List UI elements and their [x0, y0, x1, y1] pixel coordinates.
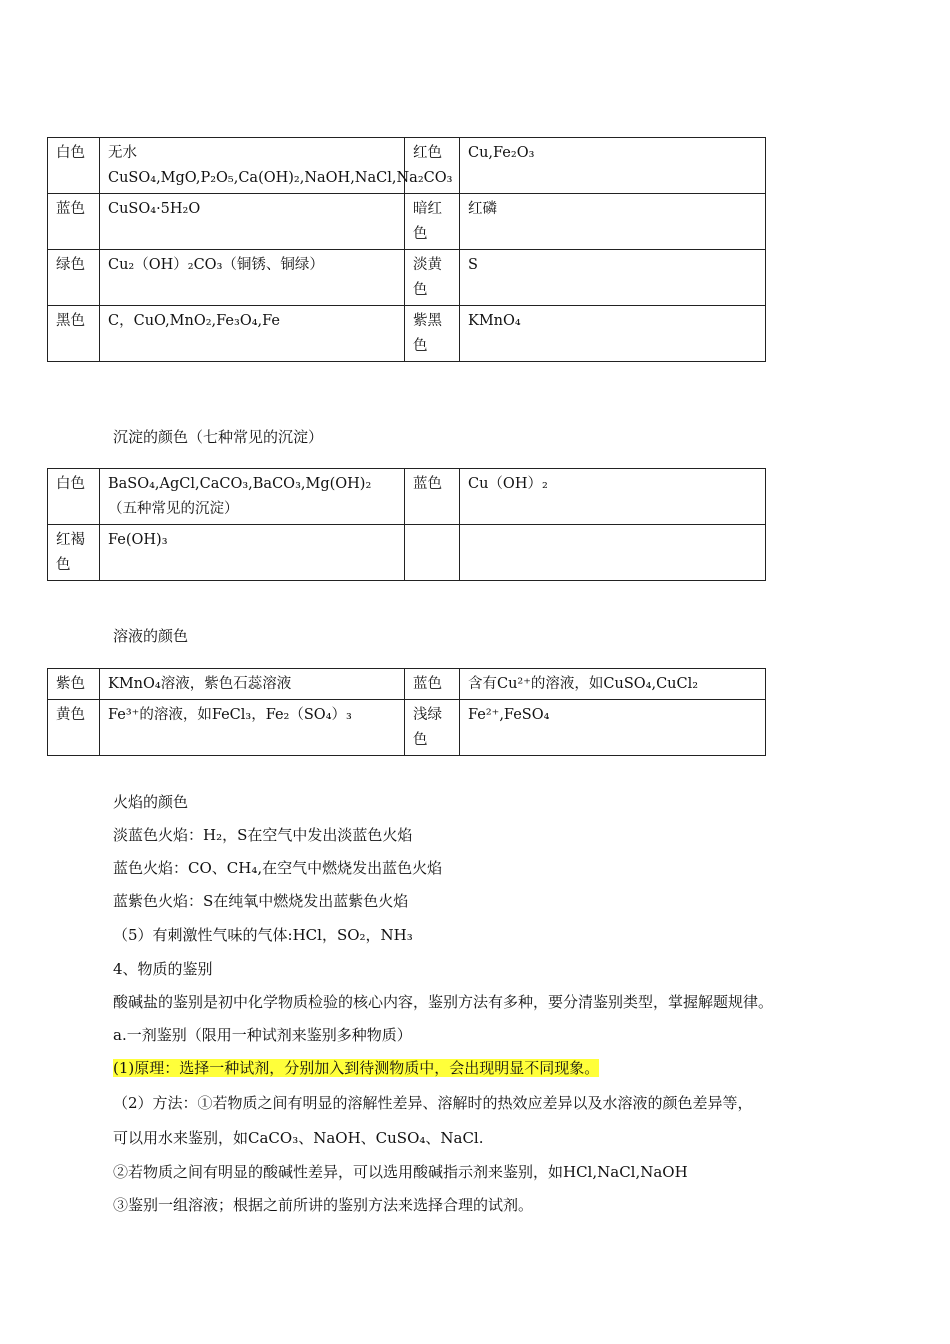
table-cell: Cu（OH）₂ — [460, 469, 766, 525]
precipitate-color-table — [47, 468, 766, 581]
table-cell: 蓝色 — [48, 194, 100, 250]
table-cell: S — [460, 250, 766, 306]
table-cell: 浅绿色 — [405, 700, 460, 756]
table-cell: 暗红色 — [405, 194, 460, 250]
flame-line: 蓝紫色火焰：S在纯氧中燃烧发出蓝紫色火焰 — [113, 892, 409, 910]
table-cell: 蓝色 — [405, 669, 460, 700]
table-cell: 蓝色 — [405, 469, 460, 525]
solution-color-table — [47, 668, 766, 756]
method-line: 可以用水来鉴别，如CaCO₃、NaOH、CuSO₄、NaCl. — [113, 1129, 484, 1147]
table-cell: 黄色 — [48, 700, 100, 756]
table-row — [48, 138, 766, 194]
table-cell: 绿色 — [48, 250, 100, 306]
table-cell: Cu₂（OH）₂CO₃（铜锈、铜绿） — [100, 250, 405, 306]
highlighted-principle: (1)原理：选择一种试剂，分别加入到待测物质中，会出现明显不同现象。 — [113, 1059, 600, 1077]
table-cell: 红磷 — [460, 194, 766, 250]
table-cell: KMnO₄ — [460, 306, 766, 362]
flame-line: 淡蓝色火焰：H₂，S在空气中发出淡蓝色火焰 — [113, 826, 413, 844]
flame-heading: 火焰的颜色 — [113, 793, 189, 811]
gas-line: （5）有刺激性气味的气体:HCl，SO₂，NH₃ — [113, 926, 413, 944]
table-row — [48, 306, 766, 362]
table-cell: 白色 — [48, 469, 100, 525]
table-row — [48, 525, 766, 581]
table-row — [48, 469, 766, 525]
table-cell — [460, 525, 766, 581]
table-row — [48, 700, 766, 756]
method-a-heading: a.一剂鉴别（限用一种试剂来鉴别多种物质） — [113, 1026, 412, 1044]
table-cell: C，CuO,MnO₂,Fe₃O₄,Fe — [100, 306, 405, 362]
table-row — [48, 669, 766, 700]
method-line: （2）方法：①若物质之间有明显的溶解性差异、溶解时的热效应差异以及水溶液的颜色差异等， — [113, 1094, 753, 1112]
table-cell: Fe²⁺,FeSO₄ — [460, 700, 766, 756]
table-cell: CuSO₄·5H₂O — [100, 194, 405, 250]
table-row — [48, 194, 766, 250]
table-cell: 淡黄色 — [405, 250, 460, 306]
table-cell: BaSO₄,AgCl,CaCO₃,BaCO₃,Mg(OH)₂（五种常见的沉淀） — [100, 469, 405, 525]
table-cell: 白色 — [48, 138, 100, 194]
method-line: ③鉴别一组溶液；根据之前所讲的鉴别方法来选择合理的试剂。 — [113, 1196, 534, 1214]
table-cell: 红色 — [405, 138, 460, 194]
flame-line: 蓝色火焰：CO、CH₄,在空气中燃烧发出蓝色火焰 — [113, 859, 443, 877]
table-cell: Cu,Fe₂O₃ — [460, 138, 766, 194]
method-line: ②若物质之间有明显的酸碱性差异，可以选用酸碱指示剂来鉴别，如HCl,NaCl,NaOH — [113, 1163, 688, 1181]
table-cell: 黑色 — [48, 306, 100, 362]
table-cell: 紫黑色 — [405, 306, 460, 362]
table-row — [48, 250, 766, 306]
table-cell: Fe(OH)₃ — [100, 525, 405, 581]
table-cell: Fe³⁺的溶液，如FeCl₃，Fe₂（SO₄）₃ — [100, 700, 405, 756]
table-cell: 无水CuSO₄,MgO,P₂O₅,Ca(OH)₂,NaOH,NaCl,Na₂CO₃ — [100, 138, 405, 194]
section-title: 4、物质的鉴别 — [113, 960, 213, 978]
table-cell: 含有Cu²⁺的溶液，如CuSO₄,CuCl₂ — [460, 669, 766, 700]
table-cell — [405, 525, 460, 581]
table-cell: 红褐色 — [48, 525, 100, 581]
substance-color-table — [47, 137, 766, 362]
intro-paragraph: 酸碱盐的鉴别是初中化学物质检验的核心内容，鉴别方法有多种，要分清鉴别类型，掌握解题规律。 — [113, 993, 774, 1011]
table-cell: KMnO₄溶液，紫色石蕊溶液 — [100, 669, 405, 700]
table-cell: 紫色 — [48, 669, 100, 700]
solution-heading: 溶液的颜色 — [113, 627, 189, 645]
precipitate-heading: 沉淀的颜色（七种常见的沉淀） — [113, 428, 324, 446]
